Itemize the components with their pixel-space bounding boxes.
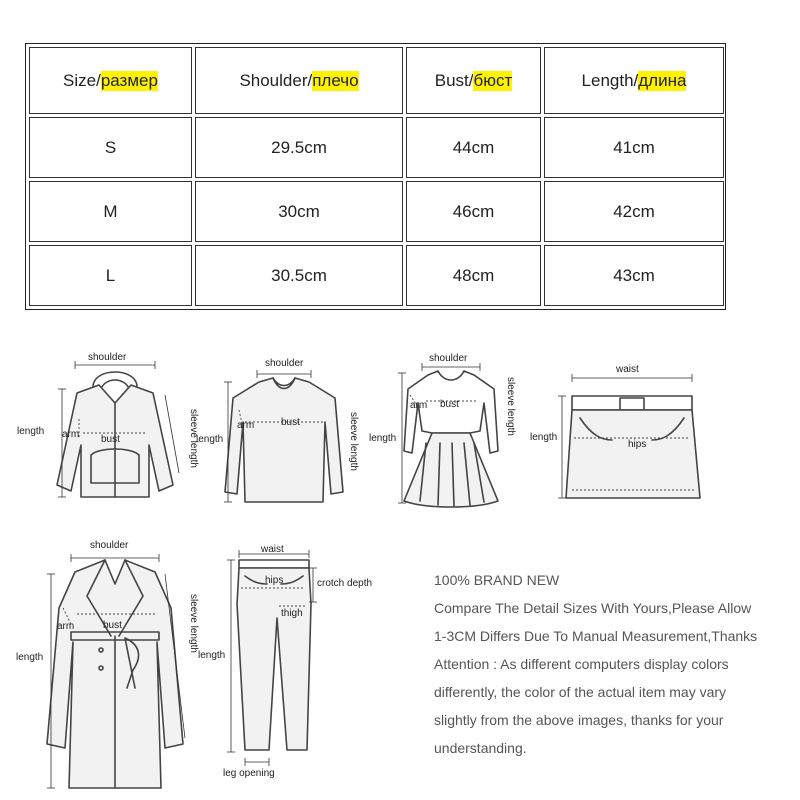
skirt-diagram <box>528 362 700 512</box>
notice-line: slightly from the above images, thanks for your <box>434 712 724 728</box>
coat-length-label: length <box>16 652 44 663</box>
sweater-length-label: length <box>196 434 224 445</box>
sweater-diagram <box>193 352 368 512</box>
pants-thigh-label: thigh <box>281 608 303 619</box>
notice-line: understanding. <box>434 740 527 756</box>
table-cell: 30.5cm <box>195 245 403 306</box>
header-shoulder-en: Shoulder/ <box>239 70 313 90</box>
pants-crotch-label: crotch depth <box>317 578 373 589</box>
hoodie-length-label: length <box>17 426 45 437</box>
notice-line: Attention : As different computers display colors <box>434 656 729 672</box>
header-length-ru: длина <box>638 70 687 90</box>
coat-illustration <box>15 538 200 796</box>
hoodie-shoulder-label: shoulder <box>88 352 127 363</box>
dress-shoulder-label: shoulder <box>429 353 468 364</box>
header-length-en: Length/ <box>581 70 639 90</box>
sweater-sleeve-label: sleeve length <box>348 412 359 471</box>
dress-sleeve-label: sleeve length <box>505 377 516 436</box>
pants-diagram <box>195 540 385 785</box>
header-shoulder <box>195 47 403 114</box>
pants-leg-opening-label: leg opening <box>223 768 275 779</box>
sweater-shoulder-label: shoulder <box>265 358 304 369</box>
sweater-bust-label: bust <box>281 417 300 428</box>
sweater-arm-label: arm <box>237 420 255 431</box>
coat-bust-label: bust <box>103 620 122 631</box>
skirt-waist-label: waist <box>616 364 639 375</box>
header-size-ru: размер <box>100 70 158 90</box>
notice-line: 1-3CM Differs Due To Manual Measurement,Thanks <box>434 628 758 644</box>
sweater-illustration <box>193 352 368 512</box>
notice-text <box>434 566 800 762</box>
coat-arm-label: arm <box>57 621 75 632</box>
notice-line: 100% BRAND NEW <box>434 572 560 588</box>
pants-illustration <box>195 540 385 785</box>
table-cell: S <box>29 117 192 178</box>
dress-length-label: length <box>369 433 397 444</box>
table-cell: 43cm <box>544 245 724 306</box>
hoodie-diagram <box>15 345 199 510</box>
header-bust-ru: бюст <box>473 70 513 90</box>
table-cell: 42cm <box>544 181 724 242</box>
coat-diagram <box>15 538 200 796</box>
header-size-en: Size/ <box>63 70 101 90</box>
table-cell: 41cm <box>544 117 724 178</box>
pants-hips-label: hips <box>265 575 284 586</box>
header-length <box>544 47 724 114</box>
skirt-hips-label: hips <box>628 439 647 450</box>
skirt-length-label: length <box>530 432 558 443</box>
table-cell: 29.5cm <box>195 117 403 178</box>
notice-line: Compare The Detail Sizes With Yours,Please Allow <box>434 600 752 616</box>
table-cell: 48cm <box>406 245 541 306</box>
header-bust-en: Bust/ <box>434 70 474 90</box>
header-shoulder-ru: плечо <box>312 70 359 90</box>
coat-sleeve-label: sleeve length <box>188 594 199 653</box>
dress-arm-label: arm <box>410 400 428 411</box>
notice-line: differently, the color of the actual item may vary <box>434 684 727 700</box>
dress-diagram <box>366 349 536 514</box>
table-cell: 30cm <box>195 181 403 242</box>
table-cell: M <box>29 181 192 242</box>
hoodie-sleeve-label: sleeve length <box>188 409 199 468</box>
header-bust <box>406 47 541 114</box>
dress-bust-label: bust <box>440 399 459 410</box>
table-cell: 46cm <box>406 181 541 242</box>
table-cell: 44cm <box>406 117 541 178</box>
hoodie-bust-label: bust <box>101 434 120 445</box>
pants-length-label: length <box>198 650 226 661</box>
header-size <box>29 47 192 114</box>
size-table <box>25 43 726 310</box>
table-cell: L <box>29 245 192 306</box>
coat-shoulder-label: shoulder <box>90 540 129 551</box>
hoodie-arm-label: arm <box>62 429 80 440</box>
pants-waist-label: waist <box>261 544 284 555</box>
